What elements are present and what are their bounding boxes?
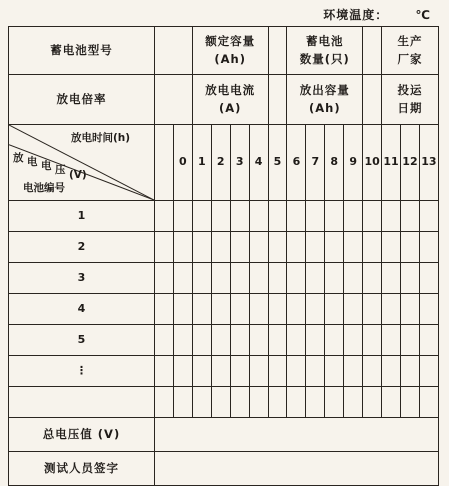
voltage-cell[interactable] <box>211 325 230 356</box>
voltage-cell[interactable] <box>173 263 192 294</box>
hour-header: 2 <box>211 125 230 201</box>
battery-row <box>9 356 439 387</box>
hour-header: 12 <box>401 125 420 201</box>
voltage-cell[interactable] <box>325 325 344 356</box>
battery-number: 5 <box>9 325 155 356</box>
battery-row <box>9 294 439 325</box>
rated-capacity-unit: (Ah) <box>214 51 246 66</box>
voltage-cell[interactable] <box>268 201 287 232</box>
voltage-cell[interactable] <box>249 232 268 263</box>
manufacturer-text-2: 厂家 <box>397 51 423 66</box>
voltage-cell[interactable] <box>155 201 174 232</box>
battery-row <box>9 232 439 263</box>
voltage-cell[interactable] <box>173 294 192 325</box>
voltage-cell[interactable] <box>344 232 363 263</box>
voltage-cell[interactable] <box>325 201 344 232</box>
voltage-cell[interactable] <box>401 356 420 387</box>
voltage-cell[interactable] <box>230 387 249 418</box>
manufacturer-label <box>382 27 439 75</box>
discharge-current-text: 放电电流 <box>205 83 256 98</box>
voltage-cell[interactable] <box>344 201 363 232</box>
battery-row <box>9 325 439 356</box>
voltage-cell[interactable] <box>344 325 363 356</box>
discharge-current-value[interactable] <box>268 75 287 125</box>
battery-number: ⋮ <box>9 356 155 387</box>
voltage-cell[interactable] <box>382 232 401 263</box>
commission-text-1: 投运 <box>397 83 423 98</box>
voltage-cell[interactable] <box>344 356 363 387</box>
hour-header: 4 <box>249 125 268 201</box>
diagonal-header <box>9 125 155 201</box>
voltage-cell[interactable] <box>287 294 306 325</box>
voltage-cell[interactable] <box>401 232 420 263</box>
battery-number: 1 <box>9 201 155 232</box>
voltage-cell[interactable] <box>325 356 344 387</box>
hour-spacer <box>155 125 174 201</box>
ambient-temperature-label: 环境温度： <box>323 8 389 22</box>
voltage-cell[interactable] <box>382 356 401 387</box>
voltage-cell[interactable] <box>268 294 287 325</box>
voltage-cell[interactable] <box>192 356 211 387</box>
voltage-cell[interactable] <box>325 232 344 263</box>
voltage-cell[interactable] <box>192 263 211 294</box>
hour-header: 9 <box>344 125 363 201</box>
voltage-cell[interactable] <box>249 387 268 418</box>
voltage-cell[interactable] <box>382 294 401 325</box>
model-label: 蓄电池型号 <box>9 27 155 75</box>
voltage-cell[interactable] <box>230 294 249 325</box>
battery-row <box>9 387 439 418</box>
total-voltage-value[interactable] <box>155 418 439 452</box>
model-value[interactable] <box>155 27 193 75</box>
voltage-cell[interactable] <box>249 201 268 232</box>
rated-capacity-value[interactable] <box>268 27 287 75</box>
rate-value[interactable] <box>155 75 193 125</box>
discharge-time-label: 放电时间(h) <box>71 132 131 144</box>
voltage-cell[interactable] <box>325 263 344 294</box>
hour-header: 6 <box>287 125 306 201</box>
voltage-cell[interactable] <box>382 387 401 418</box>
rated-capacity-label <box>192 27 268 75</box>
commission-date-label <box>382 75 439 125</box>
voltage-cell[interactable] <box>287 201 306 232</box>
voltage-cell[interactable] <box>363 232 382 263</box>
battery-test-table <box>8 26 439 486</box>
hour-header: 11 <box>382 125 401 201</box>
voltage-cell[interactable] <box>419 263 438 294</box>
voltage-cell[interactable] <box>344 294 363 325</box>
voltage-cell[interactable] <box>155 325 174 356</box>
hour-header: 1 <box>192 125 211 201</box>
voltage-cell[interactable] <box>287 356 306 387</box>
voltage-cell[interactable] <box>287 387 306 418</box>
voltage-cell[interactable] <box>230 263 249 294</box>
hour-header: 7 <box>306 125 325 201</box>
voltage-cell[interactable] <box>268 356 287 387</box>
hour-header: 10 <box>363 125 382 201</box>
voltage-cell[interactable] <box>382 201 401 232</box>
voltage-cell[interactable] <box>419 325 438 356</box>
commission-text-2: 日期 <box>397 100 423 115</box>
voltage-cell[interactable] <box>287 263 306 294</box>
voltage-cell[interactable] <box>419 294 438 325</box>
voltage-cell[interactable] <box>211 387 230 418</box>
ambient-temperature-unit: ℃ <box>415 8 431 22</box>
voltage-char-2: 电 <box>27 156 38 168</box>
discharge-capacity-unit: (Ah) <box>309 100 341 115</box>
battery-row <box>9 201 439 232</box>
discharge-current-label <box>192 75 268 125</box>
voltage-cell[interactable] <box>363 356 382 387</box>
voltage-cell[interactable] <box>211 263 230 294</box>
voltage-char-1: 放 <box>13 152 24 164</box>
voltage-cell[interactable] <box>419 201 438 232</box>
discharge-current-unit: (A) <box>218 100 242 115</box>
battery-count-label <box>287 27 363 75</box>
voltage-cell[interactable] <box>306 387 325 418</box>
battery-count-value[interactable] <box>363 27 382 75</box>
battery-number <box>9 387 155 418</box>
voltage-cell[interactable] <box>155 294 174 325</box>
hour-header: 8 <box>325 125 344 201</box>
voltage-unit: (V) <box>69 169 87 181</box>
voltage-cell[interactable] <box>173 387 192 418</box>
voltage-cell[interactable] <box>325 387 344 418</box>
voltage-cell[interactable] <box>325 294 344 325</box>
voltage-cell[interactable] <box>155 387 174 418</box>
voltage-cell[interactable] <box>192 232 211 263</box>
discharge-capacity-value[interactable] <box>363 75 382 125</box>
voltage-cell[interactable] <box>382 263 401 294</box>
voltage-char-4: 压 <box>55 164 66 176</box>
voltage-cell[interactable] <box>268 263 287 294</box>
voltage-cell[interactable] <box>306 294 325 325</box>
battery-count-text: 蓄电池 <box>306 34 344 49</box>
voltage-cell[interactable] <box>268 232 287 263</box>
voltage-cell[interactable] <box>173 356 192 387</box>
voltage-cell[interactable] <box>363 387 382 418</box>
voltage-cell[interactable] <box>249 294 268 325</box>
voltage-cell[interactable] <box>401 387 420 418</box>
hour-header: 3 <box>230 125 249 201</box>
rated-capacity-text: 额定容量 <box>205 34 256 49</box>
discharge-capacity-label <box>287 75 363 125</box>
voltage-cell[interactable] <box>192 201 211 232</box>
voltage-cell[interactable] <box>211 294 230 325</box>
battery-number: 3 <box>9 263 155 294</box>
voltage-cell[interactable] <box>287 325 306 356</box>
voltage-cell[interactable] <box>306 356 325 387</box>
voltage-cell[interactable] <box>230 356 249 387</box>
voltage-cell[interactable] <box>363 201 382 232</box>
voltage-cell[interactable] <box>401 263 420 294</box>
battery-number: 4 <box>9 294 155 325</box>
voltage-cell[interactable] <box>363 294 382 325</box>
voltage-cell[interactable] <box>173 325 192 356</box>
rate-label: 放电倍率 <box>9 75 155 125</box>
hour-header-row <box>9 125 439 201</box>
voltage-cell[interactable] <box>401 201 420 232</box>
hour-header: 5 <box>268 125 287 201</box>
voltage-cell[interactable] <box>249 325 268 356</box>
voltage-cell[interactable] <box>306 232 325 263</box>
battery-row <box>9 263 439 294</box>
voltage-cell[interactable] <box>192 294 211 325</box>
voltage-cell[interactable] <box>249 356 268 387</box>
voltage-cell[interactable] <box>211 356 230 387</box>
voltage-cell[interactable] <box>419 356 438 387</box>
hour-header: 13 <box>419 125 438 201</box>
voltage-cell[interactable] <box>155 263 174 294</box>
battery-number: 2 <box>9 232 155 263</box>
voltage-cell[interactable] <box>268 387 287 418</box>
voltage-cell[interactable] <box>192 387 211 418</box>
voltage-cell[interactable] <box>306 325 325 356</box>
voltage-cell[interactable] <box>382 325 401 356</box>
voltage-cell[interactable] <box>363 263 382 294</box>
voltage-cell[interactable] <box>249 263 268 294</box>
voltage-cell[interactable] <box>287 232 306 263</box>
discharge-capacity-text: 放出容量 <box>299 83 350 98</box>
voltage-cell[interactable] <box>155 356 174 387</box>
voltage-cell[interactable] <box>230 325 249 356</box>
voltage-char-3: 电 <box>41 160 52 172</box>
voltage-cell[interactable] <box>306 263 325 294</box>
hour-header: 0 <box>173 125 192 201</box>
voltage-cell[interactable] <box>344 387 363 418</box>
voltage-cell[interactable] <box>155 232 174 263</box>
battery-number-label: 电池编号 <box>23 182 65 194</box>
battery-rows <box>9 201 439 418</box>
voltage-cell[interactable] <box>192 325 211 356</box>
voltage-cell[interactable] <box>306 201 325 232</box>
ambient-temperature <box>323 6 431 23</box>
voltage-cell[interactable] <box>401 294 420 325</box>
voltage-cell[interactable] <box>230 232 249 263</box>
voltage-cell[interactable] <box>211 201 230 232</box>
voltage-cell[interactable] <box>419 232 438 263</box>
voltage-cell[interactable] <box>173 201 192 232</box>
voltage-cell[interactable] <box>211 232 230 263</box>
voltage-cell[interactable] <box>230 201 249 232</box>
voltage-cell[interactable] <box>344 263 363 294</box>
voltage-cell[interactable] <box>363 325 382 356</box>
voltage-cell[interactable] <box>419 387 438 418</box>
manufacturer-text-1: 生产 <box>397 34 423 49</box>
battery-count-unit: 数量(只) <box>299 51 350 66</box>
voltage-cell[interactable] <box>268 325 287 356</box>
signature-value[interactable] <box>155 452 439 486</box>
signature-label: 测试人员签字 <box>9 452 155 486</box>
total-voltage-label: 总电压值 (V) <box>9 418 155 452</box>
voltage-cell[interactable] <box>401 325 420 356</box>
voltage-cell[interactable] <box>173 232 192 263</box>
